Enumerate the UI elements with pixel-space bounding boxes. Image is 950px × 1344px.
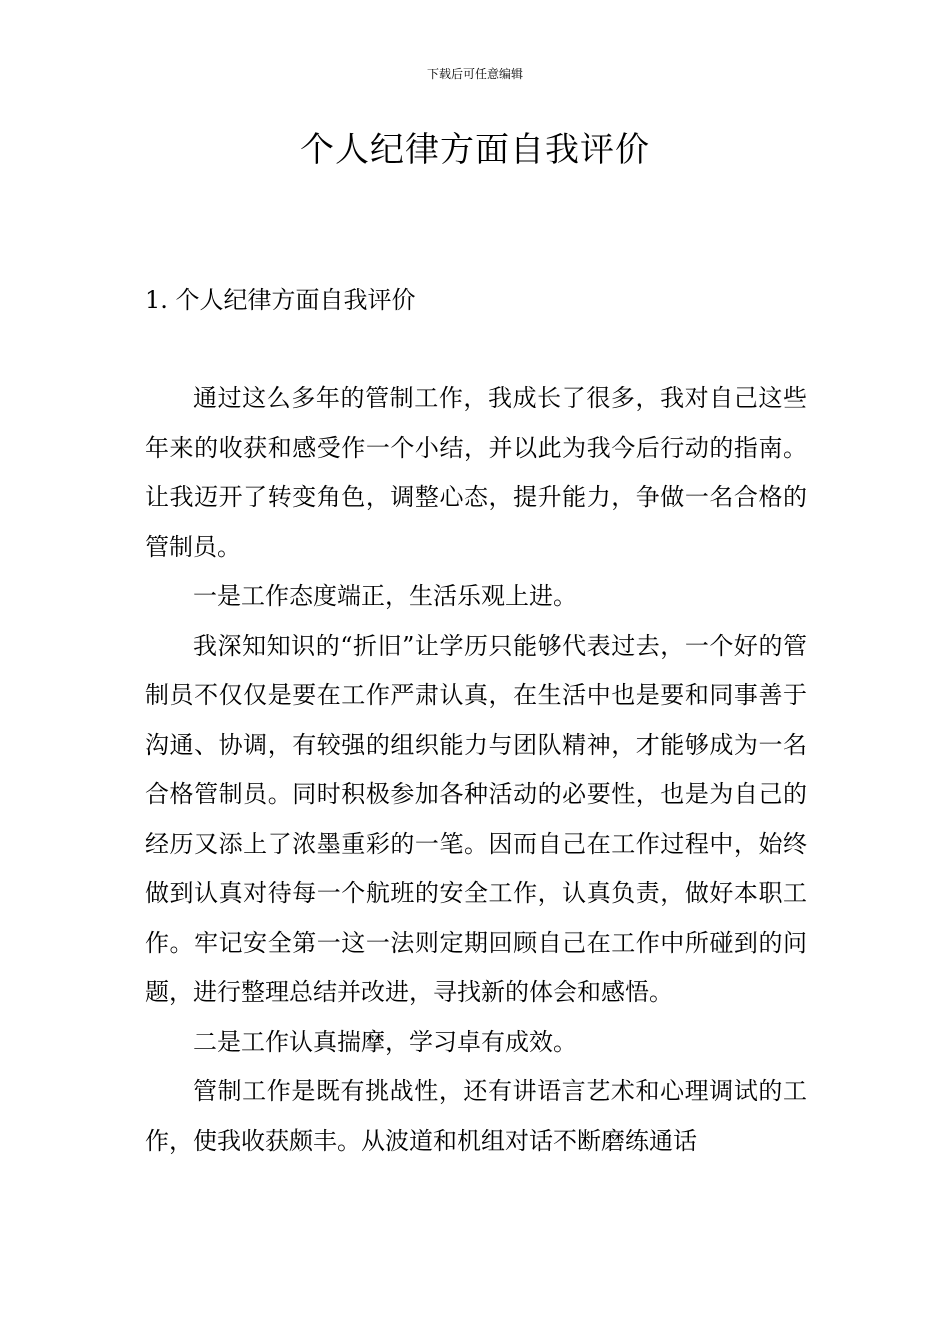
paragraph-point-two-detail: 管制工作是既有挑战性，还有讲语言艺术和心理调试的工作，使我收获颇丰。从波道和机组对话不断磨练通话: [145, 1077, 807, 1155]
paragraph-intro: 通过这么多年的管制工作，我成长了很多，我对自己这些年来的收获和感受作一个小结，并以此为我今后行动的指南。让我迈开了转变角色，调整心态，提升能力，争做一名合格的管制员。: [145, 384, 807, 561]
paragraph-point-one-detail: 我深知知识的“折旧”让学历只能够代表过去，一个好的管制员不仅仅是要在工作严肃认真，在生活中也是要和同事善于沟通、协调，有较强的组织能力与团队精神，才能够成为一名合格管制员。同时积极参加各种活动的必要性，也是为自己的经历又添上了浓墨重彩的一笔。因而自己在工作过程中，始终做到认真对待每一个航班的安全工作，认真负责，做好本职工作。牢记安全第一这一法则定期回顾自己在工作中所碰到的问题，进行整理总结并改进，寻找新的体会和感悟。: [145, 631, 807, 1006]
body-text: [145, 374, 807, 1166]
paragraph-point-one: 一是工作态度端正，生活乐观上进。: [193, 582, 577, 610]
page-title: 个人纪律方面自我评价: [300, 130, 650, 170]
section-heading: 1. 个人纪律方面自我评价: [145, 286, 416, 314]
paragraph-point-two: 二是工作认真揣摩，学习卓有成效。: [193, 1027, 577, 1056]
header-note: 下载后可任意编辑: [426, 67, 523, 81]
